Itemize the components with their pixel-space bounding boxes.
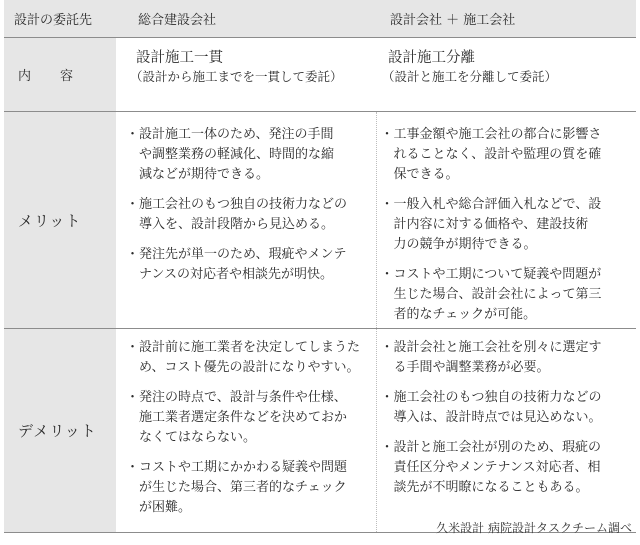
row-label-merit: メリット [4, 112, 116, 329]
bullet-text-line: 施工会社のもつ独自の技術力などの [393, 390, 602, 405]
bullet-marker: ・ [126, 340, 140, 355]
bullet-text-line: 計内容に対する価格や、建設技術 [393, 217, 589, 232]
bullet-text-line: 責任区分やメンテナンス対応者、相 [393, 460, 601, 475]
bullet-marker: ・ [126, 460, 140, 475]
bullet-text-line: 力の競争が期待できる。 [393, 237, 537, 252]
row-label-demerit: デメリット [4, 329, 116, 533]
bullet-marker: ・ [380, 340, 394, 355]
bullet-marker: ・ [126, 247, 140, 262]
bullet-item [381, 388, 631, 428]
bullet-marker: ・ [380, 127, 394, 142]
comparison-table [4, 0, 636, 533]
bullet-text-line: 設計と施工会社が別のため、瑕疵の [393, 440, 601, 455]
content-cell-separated [376, 38, 636, 112]
content-subtitle-separated: （設計と施工を分離して委託） [382, 69, 558, 84]
row-content [4, 38, 636, 112]
bullet-text-line: 者的なチェックが可能。 [393, 307, 537, 322]
bullet-text-line: る手間や調整業務が必要。 [393, 360, 550, 375]
merit-list-separated [381, 125, 631, 325]
bullet-text-line: 発注先が単一のため、瑕疵やメンテ [139, 247, 347, 262]
bullet-item [126, 245, 370, 285]
bullet-item [126, 195, 370, 235]
bullet-item [381, 265, 631, 325]
bullet-item [381, 125, 631, 185]
bullet-text-line: や調整業務の軽減化、時間的な縮 [139, 147, 335, 162]
bullet-text-line: 工事金額や施工会社の都合に影響さ [393, 127, 602, 142]
bullet-text-line: れることなく、設計や監理の質を確 [393, 147, 602, 162]
bullet-text-line: 設計前に施工業者を決定してしまうた [139, 340, 361, 355]
merit-list-integrated [126, 125, 370, 285]
source-note: 久米設計 病院設計タスクチーム調べ [436, 521, 632, 535]
bullet-item [126, 388, 370, 448]
merit-cell-separated [376, 112, 636, 329]
header-design-plus-construction: 設計会社 ＋ 施工会社 [376, 0, 636, 38]
comparison-document [4, 0, 636, 533]
bullet-text-line: 一般入札や総合評価入札などで、設 [393, 197, 602, 212]
bullet-text-line: 施工業者選定条件などを決めておか [139, 410, 348, 425]
bullet-text-line: なくてはならない。 [139, 430, 257, 445]
header-general-contractor: 総合建設会社 [116, 0, 376, 38]
row-demerit [4, 329, 636, 533]
bullet-text-line: が困難。 [139, 500, 192, 515]
bullet-text-line: 保できる。 [393, 167, 459, 182]
demerit-list-integrated [126, 338, 370, 518]
bullet-text-line: コストや工期にかかわる疑義や問題 [139, 460, 348, 475]
bullet-marker: ・ [126, 127, 140, 142]
content-title-separated: 設計施工分離 [388, 50, 475, 66]
bullet-text-line: 導入を、設計段階から見込める。 [139, 217, 335, 232]
bullet-marker: ・ [126, 390, 140, 405]
bullet-item [126, 458, 370, 518]
bullet-item [126, 125, 370, 185]
row-merit [4, 112, 636, 329]
bullet-text-line: 設計会社と施工会社を別々に選定す [393, 340, 602, 355]
bullet-text-line: 減などが期待できる。 [139, 167, 270, 182]
content-title-integrated: 設計施工一貫 [136, 50, 223, 66]
bullet-text-line: コストや工期について疑義や問題が [393, 267, 602, 282]
bullet-text-line: め、コスト優先の設計になりやすい。 [139, 360, 360, 375]
bullet-marker: ・ [380, 390, 394, 405]
demerit-cell-separated [376, 329, 636, 533]
bullet-item [381, 438, 631, 498]
row-label-content: 内 容 [4, 38, 116, 112]
bullet-marker: ・ [380, 440, 394, 455]
bullet-text-line: 施工会社のもつ独自の技術力などの [139, 197, 348, 212]
demerit-cell-integrated [116, 329, 376, 533]
content-subtitle-integrated: （設計から施工までを一貫して委託） [130, 69, 343, 84]
bullet-text-line: ナンスの対応者や相談先が明快。 [139, 267, 333, 282]
content-cell-integrated [116, 38, 376, 112]
bullet-text-line: 談先が不明瞭になることもある。 [393, 480, 589, 495]
demerit-list-separated [381, 338, 631, 498]
bullet-item [381, 338, 631, 378]
bullet-text-line: が生じた場合、第三者的なチェック [139, 480, 347, 495]
bullet-text-line: 設計施工一体のため、発注の手間 [139, 127, 334, 142]
merit-cell-integrated [116, 112, 376, 329]
bullet-marker: ・ [380, 197, 394, 212]
header-delegation: 設計の委託先 [4, 0, 116, 38]
bullet-text-line: 生じた場合、設計会社によって第三 [393, 287, 602, 302]
bullet-item [381, 195, 631, 255]
bullet-item [126, 338, 370, 378]
header-row [4, 0, 636, 38]
bullet-text-line: 発注の時点で、設計与条件や仕様、 [139, 390, 347, 405]
bullet-text-line: 導入は、設計時点では見込めない。 [393, 410, 602, 425]
bullet-marker: ・ [380, 267, 394, 282]
bullet-marker: ・ [126, 197, 140, 212]
